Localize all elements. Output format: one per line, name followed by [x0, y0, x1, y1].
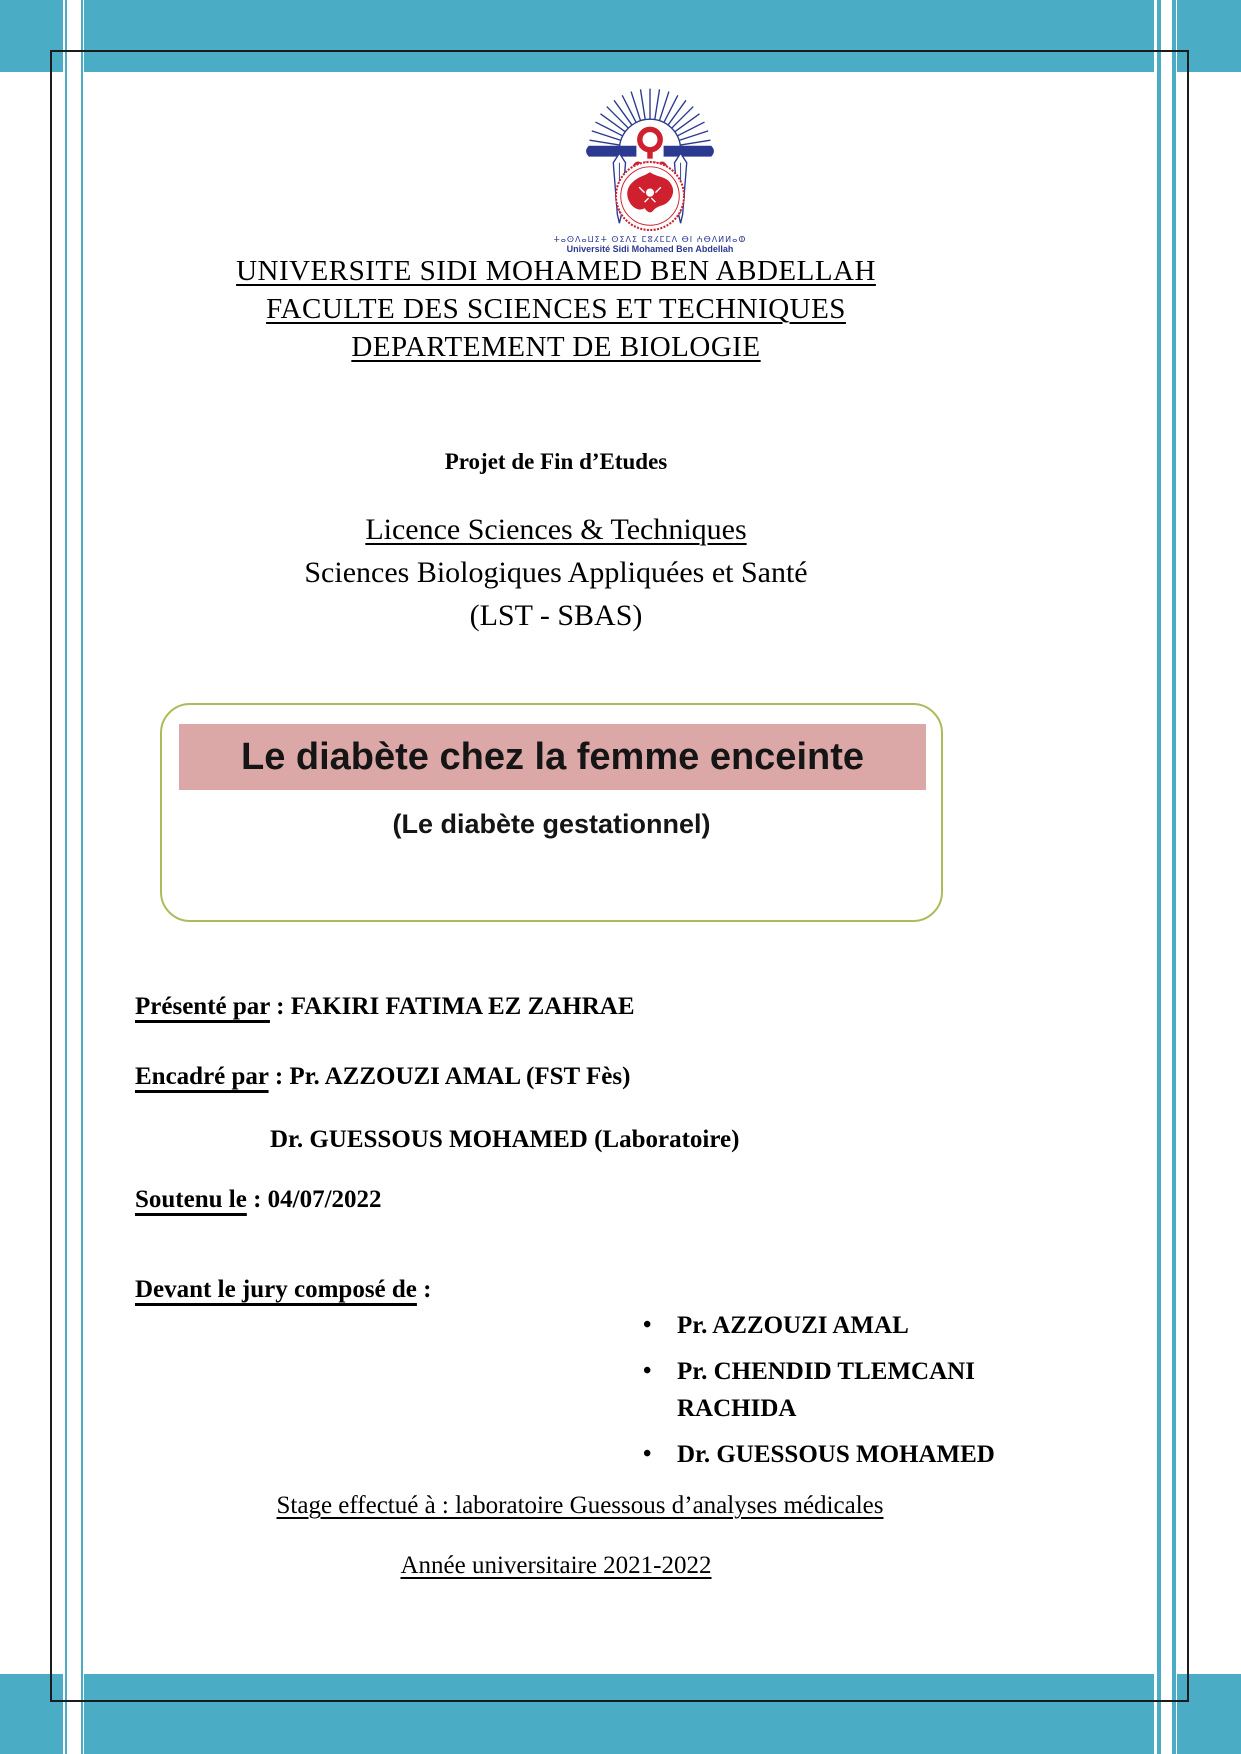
project-type: Projet de Fin d’Etudes — [444, 449, 668, 474]
title-banner — [179, 724, 926, 790]
thesis-subtitle: (Le diabète gestationnel) — [392, 809, 711, 839]
bullet-icon: • — [643, 1441, 652, 1467]
internship-line: Stage effectué à : laboratoire Guessous d’analyses médicales — [276, 1492, 884, 1519]
jury-heading-label: Devant le jury composé de — [135, 1276, 417, 1303]
faculty-name: FACULTE DES SCIENCES ET TECHNIQUES — [266, 293, 846, 325]
jury-heading-colon: : — [416, 1276, 432, 1303]
supervised-by-line — [135, 1063, 630, 1091]
jury-member — [643, 1436, 1073, 1473]
jury-heading-line — [135, 1276, 431, 1304]
defense-date-value: : 04/07/2022 — [246, 1186, 382, 1213]
degree-block — [106, 508, 1006, 637]
bullet-icon: • — [643, 1358, 652, 1384]
jury-member-name: Dr. GUESSOUS MOHAMED — [677, 1441, 995, 1468]
logo-tifinagh-text: ⵜⴰⵙⴷⴰⵡⵉⵜ ⵙⵉⴷⵉ ⵎⵓⵃⵎⵎⴷ ⴱⵏ ⵄⴱⴷⵍⵍⴰⵀ — [553, 235, 747, 244]
logo-caption-text: Université Sidi Mohamed Ben Abdellah — [566, 244, 734, 254]
university-name: UNIVERSITE SIDI MOHAMED BEN ABDELLAH — [236, 255, 876, 287]
degree-name: Licence Sciences & Techniques — [365, 513, 747, 546]
defense-date-label: Soutenu le — [135, 1186, 247, 1213]
institution-headings — [106, 252, 1006, 366]
degree-track: Sciences Biologiques Appliquées et Santé — [304, 556, 808, 589]
logo-medallion — [616, 162, 684, 230]
thesis-title: Le diabète chez la femme enceinte — [240, 735, 864, 778]
jury-member-name: Pr. AZZOUZI AMAL — [677, 1312, 909, 1339]
jury-list — [643, 1307, 1073, 1482]
defense-date-line — [135, 1186, 382, 1214]
jury-member — [643, 1353, 1073, 1427]
thesis-title-box — [160, 703, 943, 922]
jury-member-name: Pr. CHENDID TLEMCANI RACHIDA — [677, 1358, 975, 1422]
degree-acronym: (LST - SBAS) — [469, 599, 643, 632]
presented-by-value: : FAKIRI FATIMA EZ ZAHRAE — [269, 993, 635, 1020]
presented-by-label: Présenté par — [135, 993, 270, 1020]
jury-member — [643, 1307, 1073, 1344]
presented-by-line — [135, 993, 635, 1021]
department-name: DEPARTEMENT DE BIOLOGIE — [351, 331, 761, 363]
bullet-icon: • — [643, 1312, 652, 1338]
university-logo — [520, 85, 780, 255]
supervised-by-label: Encadré par — [135, 1063, 269, 1090]
university-emblem-graphic — [582, 85, 718, 235]
academic-year-line: Année universitaire 2021-2022 — [400, 1552, 712, 1579]
second-supervisor-line: Dr. GUESSOUS MOHAMED (Laboratoire) — [270, 1126, 740, 1153]
supervised-by-value: : Pr. AZZOUZI AMAL (FST Fès) — [268, 1063, 631, 1090]
